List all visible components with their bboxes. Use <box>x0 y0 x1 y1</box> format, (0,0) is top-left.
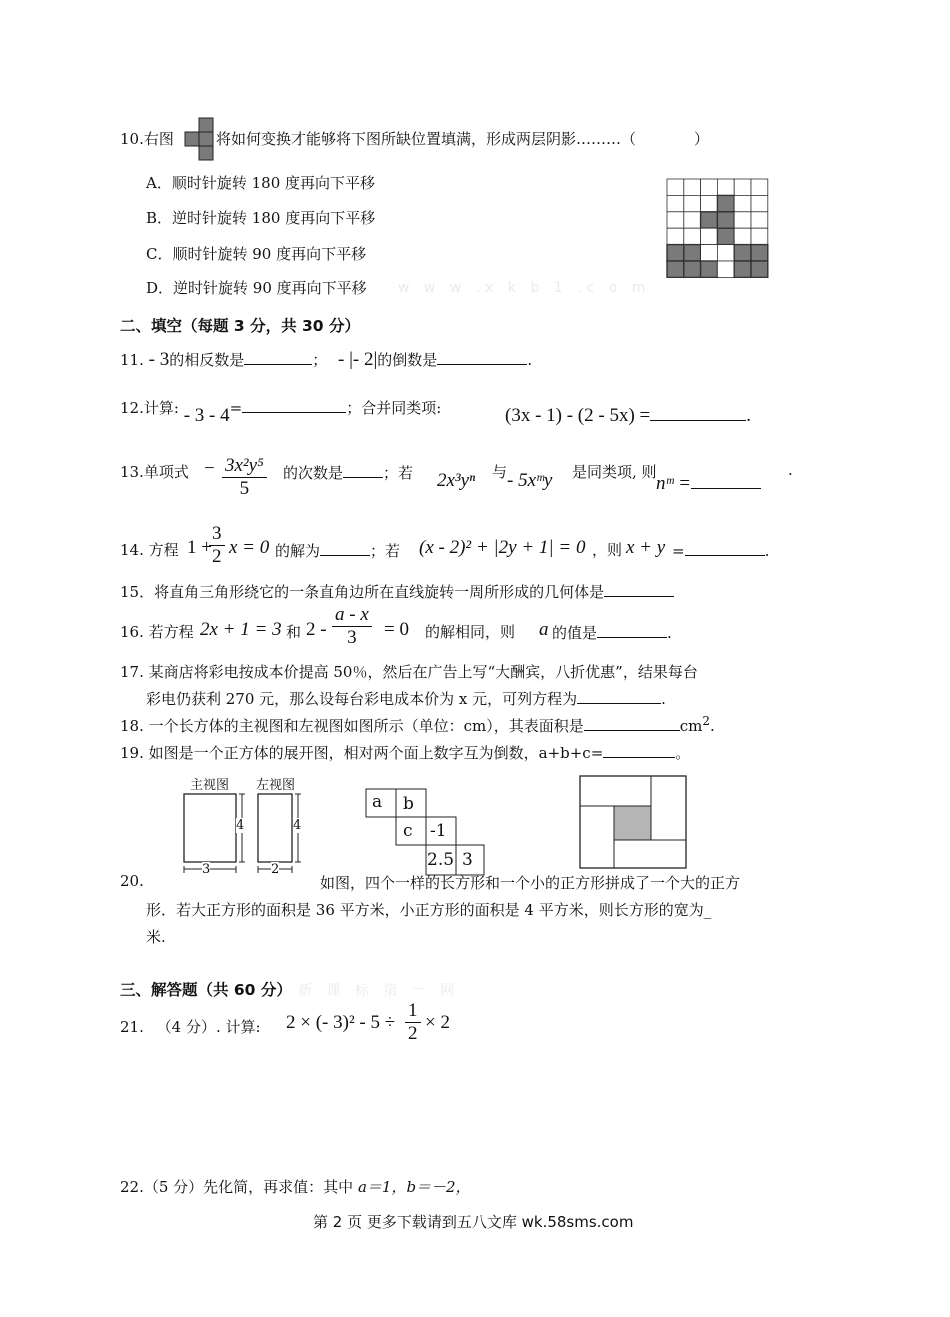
grid-cell <box>701 228 718 244</box>
grid-cell <box>667 195 684 211</box>
q12-line <box>120 396 442 426</box>
q11-text2: 的倒数是 <box>377 351 438 369</box>
grid-cell-shaded <box>751 245 768 261</box>
q19-blank[interactable] <box>603 741 675 758</box>
q12-blank2[interactable] <box>650 404 746 421</box>
grid-cell <box>701 179 718 195</box>
fig18-side-height: 4 <box>293 818 302 833</box>
q14-expr2: x + y <box>626 537 666 558</box>
q10-line <box>120 128 174 149</box>
q13-expr3-line <box>656 472 761 495</box>
q14-number: 14. 方程 <box>120 541 179 559</box>
section3-title: 三、解答题（共 60 分） <box>120 981 292 999</box>
q11-number: 11. <box>120 351 144 369</box>
grid-cell <box>734 179 751 195</box>
q13-frac-den: 5 <box>239 477 250 499</box>
q11-text1: 的相反数是 <box>169 351 245 369</box>
q16-number: 16. 若方程 <box>120 623 194 641</box>
q13-expr1: 2x³yⁿ <box>437 470 476 491</box>
q22-line <box>120 1176 471 1197</box>
q14-eq: = <box>672 542 685 560</box>
grid-cell <box>751 228 768 244</box>
q21-frac-num: 1 <box>405 1000 421 1023</box>
grid-cell <box>717 179 734 195</box>
q15-blank[interactable] <box>604 580 674 597</box>
q16-blank[interactable] <box>597 621 667 638</box>
grid-cell-shaded <box>684 261 701 277</box>
q12-expr2: (3x - 1) - (2 - 5x) = <box>505 405 651 426</box>
q20-number: 20. <box>120 872 144 890</box>
q16-expr2-right: = 0 <box>384 619 409 640</box>
q14-blank2[interactable] <box>685 539 765 556</box>
q10-option-b: B．逆时针旋转 180 度再向下平移 <box>146 209 376 227</box>
q17-end: . <box>661 690 666 708</box>
q18-unit: cm <box>679 717 703 735</box>
section3-watermark: 新 课 标 第 一 网 <box>298 983 460 999</box>
q13-text2: ；若 <box>383 464 414 482</box>
q21-fraction <box>405 1000 421 1045</box>
grid-cell-shaded <box>717 195 734 211</box>
q13-blank1[interactable] <box>343 461 383 478</box>
q11-sep: ； <box>312 351 328 369</box>
q10-cross-shape-icon <box>183 117 215 163</box>
q14-fraction <box>209 523 225 568</box>
grid-cell <box>734 195 751 211</box>
q14-eq-left: 1 + <box>187 537 212 558</box>
q14-text1: 的解为 <box>275 542 321 560</box>
q16-var: a <box>539 619 549 640</box>
fig19-cell-c: c <box>403 821 413 841</box>
q17-line1: 17. 某商店将彩电按成本价提高 50％，然后在广告上写“大酬宾，八折优惠”，结果每台 <box>120 663 698 681</box>
q19-end: 。 <box>675 744 691 762</box>
grid-cell <box>751 179 768 195</box>
q16-fraction <box>332 604 372 649</box>
q10-text: 将如何变换才能够将下图所缺位置填满，形成两层阴影………（ <box>216 130 637 148</box>
q16-tail <box>552 621 672 643</box>
fig19-cell-3: 3 <box>462 850 473 870</box>
fig18-side-width: 2 <box>271 862 280 877</box>
q16-frac-den: 3 <box>347 626 357 648</box>
q12-blank1[interactable] <box>242 396 346 413</box>
q21-expr-left: 2 × (- 3)² - 5 ÷ <box>286 1012 396 1033</box>
q13-minus: − <box>204 458 215 479</box>
grid-cell <box>701 195 718 211</box>
q21-number: 21. <box>120 1018 144 1036</box>
page-footer: 第 2 页 更多下载请到五八文库 wk.58sms.com <box>313 1213 634 1231</box>
fig20-square-figure <box>578 774 690 872</box>
grid-cell <box>751 212 768 228</box>
q19-text: 19. 如图是一个正方体的展开图，相对两个面上数字互为倒数，a+b+c= <box>120 744 604 762</box>
q13-text1: 的次数是 <box>283 464 344 482</box>
q21-frac-den: 2 <box>408 1022 418 1044</box>
grid-cell <box>734 212 751 228</box>
q16-expr2-left: 2 - <box>306 619 327 640</box>
grid-cell-shaded <box>717 212 734 228</box>
q17-line2-wrap <box>146 687 666 709</box>
q21-line <box>120 1016 261 1037</box>
q18-text: 18. 一个长方体的主视图和左视图如图所示（单位：cm），其表面积是 <box>120 717 584 735</box>
q12-expr2-line <box>505 404 751 427</box>
q21-text: （4 分）. 计算: <box>156 1018 261 1036</box>
grid-cell <box>667 212 684 228</box>
fig19-cell-2-5: 2.5 <box>427 850 455 870</box>
q11-blank2[interactable] <box>437 348 527 365</box>
q10-question-text <box>216 128 709 149</box>
q18-end: . <box>710 717 715 735</box>
q16-expr1: 2x + 1 = 3 <box>200 619 282 640</box>
q10-option-d: D．逆时针旋转 90 度再向下平移 <box>146 279 367 297</box>
section2-title: 二、填空（每题 3 分，共 30 分） <box>120 317 360 335</box>
fig19-cell-neg1: -1 <box>430 821 447 841</box>
q16-frac-num: a - x <box>332 604 372 627</box>
grid-cell-shaded <box>751 261 768 277</box>
grid-cell <box>684 228 701 244</box>
q21-expr-right: × 2 <box>425 1012 450 1033</box>
fig18-views-figure <box>178 790 313 880</box>
q14-frac-num: 3 <box>209 523 225 546</box>
q13-blank2[interactable] <box>691 472 761 489</box>
grid-cell-shaded <box>717 228 734 244</box>
q13-text4: 是同类项, 则 <box>572 463 657 481</box>
grid-cell-shaded <box>684 245 701 261</box>
q14-blank1[interactable] <box>320 539 370 556</box>
grid-cell-shaded <box>701 212 718 228</box>
q22-a-value: a＝1， <box>357 1178 407 1196</box>
q10-option-a: A．顺时针旋转 180 度再向下平移 <box>146 174 376 192</box>
fig19-cell-b: b <box>403 794 414 814</box>
fig19-cell-a: a <box>372 792 383 812</box>
grid-cell <box>717 245 734 261</box>
grid-cell-shaded <box>734 245 751 261</box>
q20-line1: 如图，四个一样的长方形和一个小的正方形拼成了一个大的正方 <box>320 874 741 892</box>
q14-expr: (x - 2)² + |2y + 1| = 0 <box>419 537 586 558</box>
fig18-main-label: 主视图 <box>190 778 230 793</box>
q14-end: . <box>764 542 770 560</box>
q17-line2: 彩电仍获利 270 元，那么设每台彩电成本价为 x 元，可列方程为 <box>146 690 578 708</box>
grid-cell <box>684 179 701 195</box>
q12-end: . <box>746 405 752 426</box>
q13-end: . <box>788 461 793 479</box>
q15-text: 15．将直角三角形绕它的一条直角边所在直线旋转一周所形成的几何体是 <box>120 583 605 601</box>
grid-cell <box>734 228 751 244</box>
q18-unit-sup: 2 <box>702 714 711 728</box>
grid-cell-shaded <box>734 261 751 277</box>
q22-text: 22.（5 分）先化简，再求值：其中 <box>120 1178 354 1196</box>
q13-text-line <box>283 461 413 483</box>
q13-fraction <box>222 455 267 500</box>
q18-blank[interactable] <box>584 714 680 731</box>
q19-line <box>120 741 690 763</box>
grid-cell <box>751 195 768 211</box>
q16-text2: 的解相同，则 <box>425 623 516 641</box>
q11-expr1: - 3 <box>148 349 170 370</box>
grid-cell <box>684 212 701 228</box>
q10-grid-figure <box>666 178 770 278</box>
q13-expr2: - 5xᵐy <box>507 470 553 491</box>
q16-text1: 和 <box>286 623 302 641</box>
q11-line <box>120 348 532 371</box>
q10-watermark: w w w .x k b 1 .c o m <box>398 280 651 296</box>
q14-text2: ；若 <box>370 542 401 560</box>
grid-cell <box>717 261 734 277</box>
grid-cell-shaded <box>667 261 684 277</box>
q10-number: 10.右图 <box>120 130 174 148</box>
q12-eq: = <box>229 399 243 417</box>
q14-frac-den: 2 <box>212 545 222 567</box>
q16-text3: 的值是 <box>552 624 598 642</box>
grid-cell <box>667 179 684 195</box>
q11-blank1[interactable] <box>244 348 312 365</box>
grid-cell <box>701 245 718 261</box>
grid-cell <box>667 228 684 244</box>
q13-number: 13.单项式 <box>120 463 189 481</box>
q18-line <box>120 714 715 736</box>
fig18-main-width: 3 <box>202 862 211 877</box>
q20-line3: 米. <box>146 928 166 946</box>
q17-blank[interactable] <box>577 687 661 704</box>
q14-text3: ，则 <box>592 541 623 559</box>
q12-expr1: - 3 - 4 <box>183 405 230 426</box>
q20-line2: 形．若大正方形的面积是 36 平方米，小正方形的面积是 4 平方米，则长方形的宽为_ <box>146 901 712 919</box>
q13-expr3: nᵐ = <box>656 473 691 494</box>
grid-cell-shaded <box>667 245 684 261</box>
q22-b-value: b＝－2， <box>406 1178 471 1196</box>
fig18-side-label: 左视图 <box>256 778 296 793</box>
q15-line <box>120 580 674 602</box>
q14-tail <box>672 539 769 560</box>
q14-eq-right: x = 0 <box>229 537 270 558</box>
q10-paren-close: ） <box>694 130 710 148</box>
q11-end: . <box>527 351 533 369</box>
q12-text1: ；合并同类项: <box>346 399 442 417</box>
q16-end: . <box>667 624 672 642</box>
q10-option-c: C．顺时针旋转 90 度再向下平移 <box>146 245 367 263</box>
grid-cell <box>684 195 701 211</box>
grid-cell-shaded <box>701 261 718 277</box>
q14-text-line <box>275 539 400 561</box>
q12-number: 12.计算: <box>120 399 179 417</box>
q13-frac-num: 3x²y⁵ <box>222 455 267 478</box>
q11-expr2: - |- 2| <box>338 349 378 370</box>
q13-text3: 与 <box>492 463 508 481</box>
fig18-main-height: 4 <box>236 818 245 833</box>
